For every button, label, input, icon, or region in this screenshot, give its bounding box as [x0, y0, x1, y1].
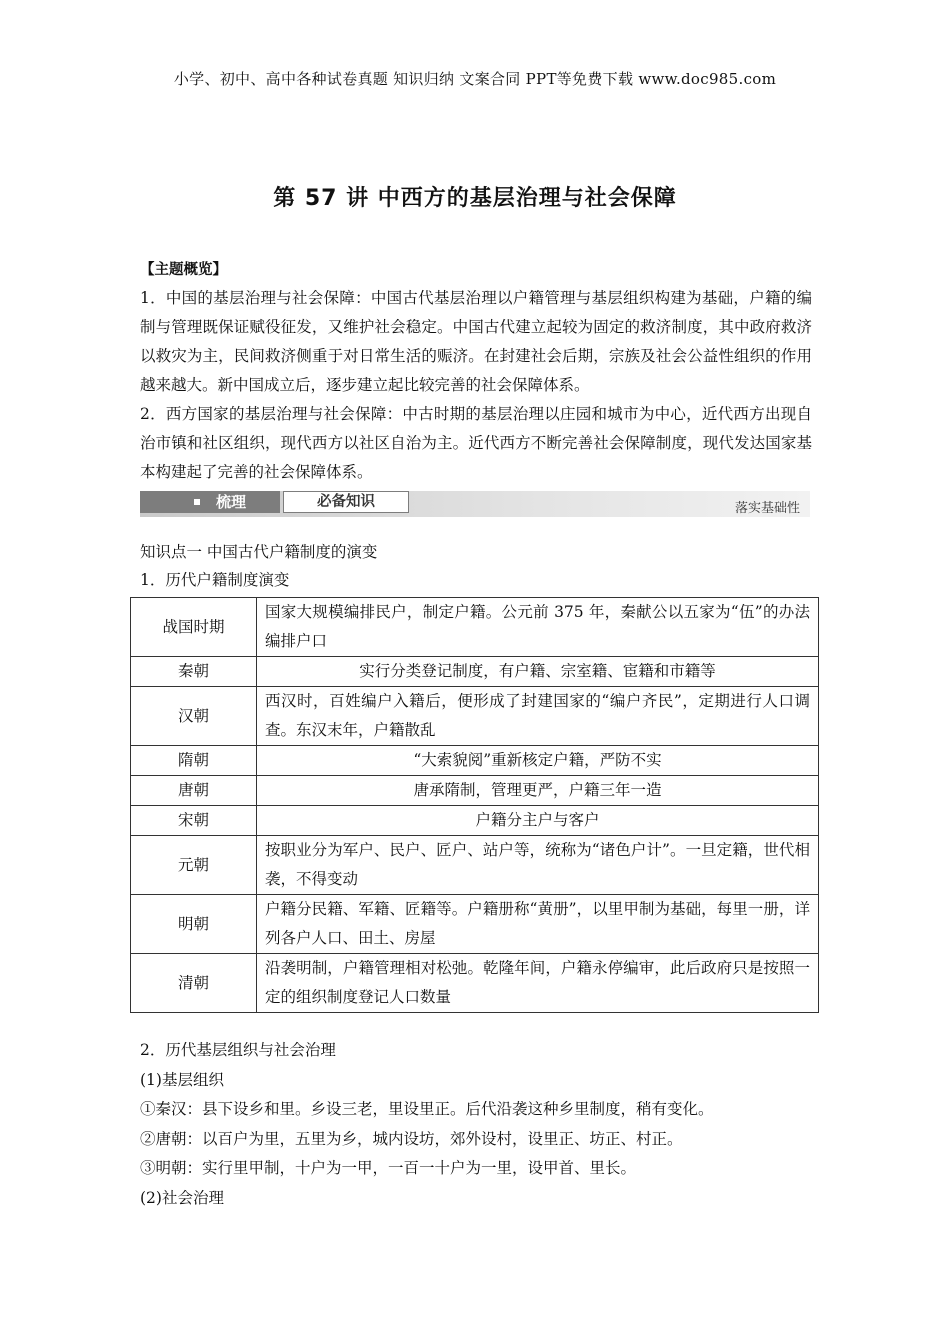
table-row: [131, 836, 819, 895]
table-row: [131, 598, 819, 657]
era-cell: 唐朝: [131, 776, 257, 806]
table-row: [131, 806, 819, 836]
table-row: [131, 776, 819, 806]
overview-label: 【主题概览】: [140, 262, 227, 278]
desc-cell: 唐承隋制，管理更严，户籍三年一造: [257, 776, 819, 806]
table-row: [131, 746, 819, 776]
section-2-subheading-1: (1)基层组织: [140, 1070, 224, 1089]
square-bullet-icon: [194, 499, 200, 505]
desc-cell: 按职业分为军户、民户、匠户、站户等，统称为“诸色户计”。一旦定籍，世代相袭，不得变动: [257, 836, 819, 895]
table-row: [131, 895, 819, 954]
era-cell: 宋朝: [131, 806, 257, 836]
section-2-title: 2．历代基层组织与社会治理: [140, 1041, 336, 1059]
era-cell: 汉朝: [131, 687, 257, 746]
knowledge-point-subtitle: 1．历代户籍制度演变: [140, 571, 290, 589]
era-cell: 战国时期: [131, 598, 257, 657]
table-row: [131, 954, 819, 1013]
era-cell: 元朝: [131, 836, 257, 895]
era-cell: 秦朝: [131, 657, 257, 687]
page-header: 小学、初中、高中各种试卷真题 知识归纳 文案合同 PPT等免费下载 www.doc985.com: [173, 70, 777, 88]
desc-cell: 国家大规模编排民户，制定户籍。公元前 375 年，秦献公以五家为“伍”的办法编排户口: [257, 598, 819, 657]
era-cell: 明朝: [131, 895, 257, 954]
table-row: [131, 687, 819, 746]
page-title: 第 57 讲 中西方的基层治理与社会保障: [273, 186, 677, 211]
section-2-item-2: ②唐朝：以百户为里，五里为乡，城内设坊，郊外设村，设里正、坊正、村正。: [140, 1129, 683, 1148]
section-banner: [140, 491, 810, 517]
desc-cell: 户籍分主户与客户: [257, 806, 819, 836]
section-2: [140, 1036, 812, 1213]
section-2-subheading-2: (2)社会治理: [140, 1188, 224, 1207]
section-2-item-3: ③明朝：实行里甲制，十户为一甲，一百一十户为一里，设甲首、里长。: [140, 1159, 637, 1177]
section-2-item-1: ①秦汉：县下设乡和里。乡设三老，里设里正。后代沿袭这种乡里制度，稍有变化。: [140, 1100, 714, 1118]
table-row: [131, 657, 819, 687]
era-cell: 隋朝: [131, 746, 257, 776]
knowledge-point-title: 知识点一 中国古代户籍制度的演变: [140, 543, 378, 561]
banner-dark-tab: [140, 491, 280, 513]
overview-paragraph-1: 1．中国的基层治理与社会保障：中国古代基层治理以户籍管理与基层组织构建为基础，户籍的编制与管理既保证赋役征发，又维护社会稳定。中国古代建立起较为固定的救济制度，其中政府救济以救灾为主，民间救济侧重于对日常生活的赈济。在封建社会后期，宗族及社会公益性组织的作用越来越大。新中国成立后，逐步建立起比较完善的社会保障体系。: [140, 289, 812, 394]
desc-cell: 西汉时，百姓编户入籍后，便形成了封建国家的“编户齐民”，定期进行人口调查。东汉末年，户籍散乱: [257, 687, 819, 746]
desc-cell: 户籍分民籍、军籍、匠籍等。户籍册称“黄册”，以里甲制为基础，每里一册，详列各户人口、田土、房屋: [257, 895, 819, 954]
banner-box-label: 必备知识: [283, 491, 409, 513]
desc-cell: 实行分类登记制度，有户籍、宗室籍、宦籍和市籍等: [257, 657, 819, 687]
banner-left-label: 梳理: [216, 493, 247, 511]
overview-paragraph-2: 2．西方国家的基层治理与社会保障：中古时期的基层治理以庄园和城市为中心，近代西方出现自治市镇和社区组织，现代西方以社区自治为主。近代西方不断完善社会保障制度，现代发达国家基本构建起了完善的社会保障体系。: [140, 405, 812, 481]
overview-text: [140, 284, 812, 487]
desc-cell: 沿袭明制，户籍管理相对松弛。乾隆年间，户籍永停编审，此后政府只是按照一定的组织制度登记人口数量: [257, 954, 819, 1013]
desc-cell: “大索貌阅”重新核定户籍，严防不实: [257, 746, 819, 776]
era-cell: 清朝: [131, 954, 257, 1013]
banner-right-label: 落实基础性: [734, 501, 800, 516]
household-registration-table: [130, 597, 819, 1013]
